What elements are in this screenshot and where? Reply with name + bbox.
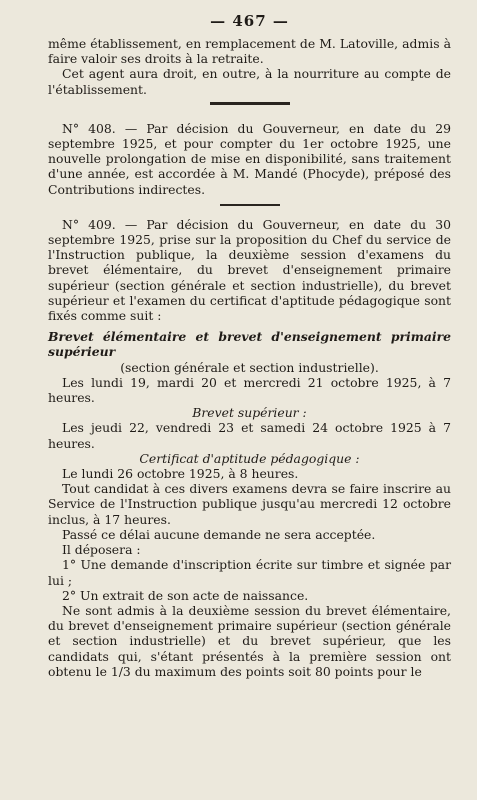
- paragraph-admission: Ne sont admis à la deuxième session du brevet élémentaire, du brevet d'enseignement primaire supérieur (section générale et section industrielle) et du brevet supérieur, que les candidats qui, s'étant présentés à la première session ont obtenu le 1/3 du maximum des points soit 80 points pour le: [48, 602, 451, 679]
- paragraph-decision-408: N° 408. — Par décision du Gouverneur, en date du 29 septembre 1925, et pour compter du 1er octobre 1925, une nouvelle prolongation de mise en disponibilité, sans traitement d'une année, est accordée à M. Mandé (Phocyde), préposé des Contributions indirectes.: [48, 120, 451, 197]
- list-item-demande: 1° Une demande d'inscription écrite sur timbre et signée par lui ;: [48, 557, 451, 588]
- heading-brevet-elementaire: Brevet élémentaire et brevet d'enseignement primaire supérieur: [48, 329, 451, 360]
- heading-certificat: Certificat d'aptitude pédagogique :: [139, 450, 360, 466]
- paragraph-dates-brevet-elementaire: Les lundi 19, mardi 20 et mercredi 21 octobre 1925, à 7 heures.: [48, 374, 451, 406]
- paragraph-inscription: Tout candidat à ces divers examens devra se faire inscrire au Service de l'Instruction publique jusqu'au mercredi 12 octobre inclus, à 17 heures.: [48, 481, 451, 527]
- paragraph-agent: Cet agent aura droit, en outre, à la nourriture au compte de l'établissement.: [48, 66, 451, 97]
- paragraph-dates-brevet-superieur: Les jeudi 22, vendredi 23 et samedi 24 octobre 1925 à 7 heures.: [48, 420, 451, 451]
- section-divider: [210, 102, 290, 105]
- paragraph-date-certificat: Le lundi 26 octobre 1925, à 8 heures.: [62, 466, 299, 482]
- paragraph-deposera: Il déposera :: [62, 542, 141, 558]
- paragraph-continued: même établissement, en remplacement de M. Latoville, admis à faire valoir ses droits à la retraite.: [48, 36, 451, 67]
- page-number: — 467 —: [210, 12, 289, 30]
- heading-brevet-sections: (section générale et section industrielle).: [120, 359, 379, 375]
- paragraph-delai: Passé ce délai aucune demande ne sera acceptée.: [62, 526, 376, 542]
- heading-brevet-superieur: Brevet supérieur :: [192, 405, 307, 421]
- section-divider-small: [220, 204, 280, 206]
- list-item-extrait: 2° Un extrait de son acte de naissance.: [62, 587, 309, 603]
- paragraph-decision-409: N° 409. — Par décision du Gouverneur, en date du 30 septembre 1925, prise sur la proposition du Chef du service de l'Instruction publique, la deuxième session d'examens du brevet élémentaire, du brevet d'enseignement primaire supérieur (section générale et section industrielle), du brevet supérieur et l'examen du certificat d'aptitude pédagogique sont fixés comme suit :: [48, 216, 451, 324]
